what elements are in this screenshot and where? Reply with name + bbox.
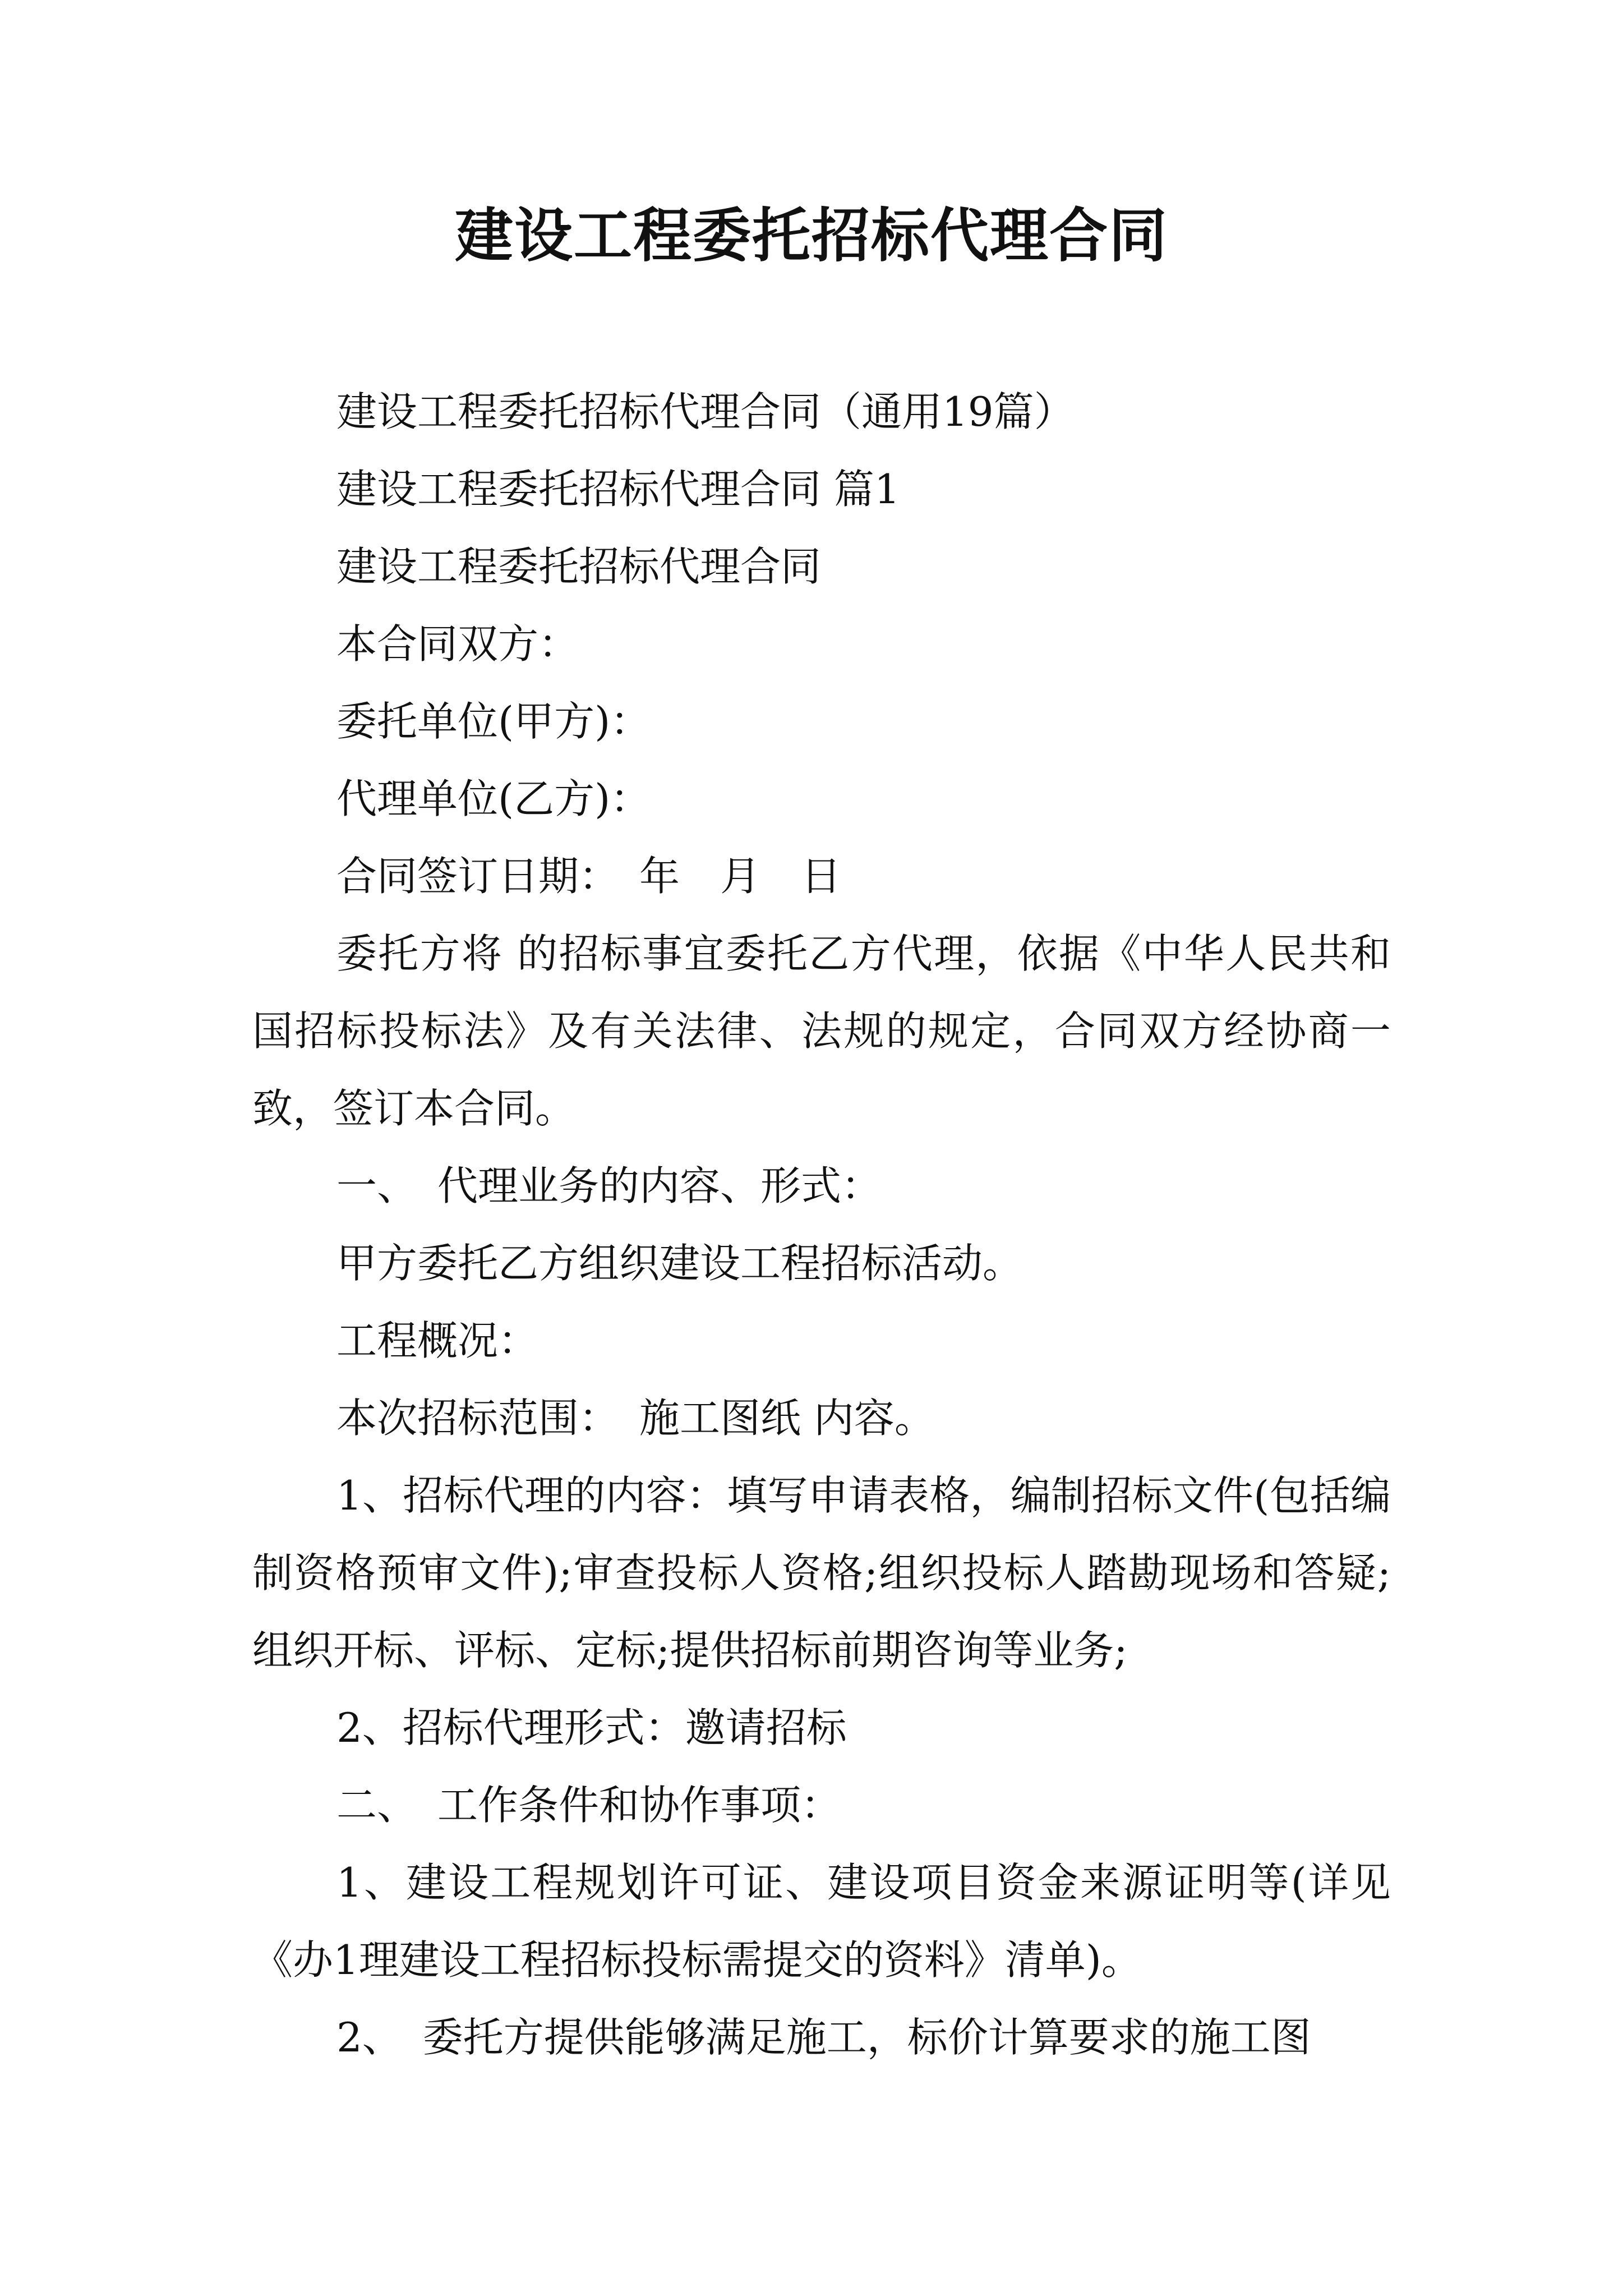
paragraph-sign-date: 合同签订日期： 年 月 日 bbox=[336, 853, 842, 900]
paragraph-section-1-heading: 一、 代理业务的内容、形式： bbox=[336, 1162, 882, 1209]
paragraph-item-1-content: 1、招标代理的内容：填写申请表格，编制招标文件(包括编制资格预审文件);审查投标人资格;组织投标人踏勘现场和答疑;组织开标、评标、定标;提供招标前期咨询等业务; bbox=[252, 1472, 1391, 1674]
paragraph-party-b: 代理单位(乙方)： bbox=[336, 775, 651, 822]
paragraph-contract-name: 建设工程委托招标代理合同 bbox=[336, 543, 822, 590]
paragraph-party-a: 委托单位(甲方)： bbox=[336, 698, 651, 745]
paragraph-parties-label: 本合同双方： bbox=[336, 620, 579, 668]
paragraph-part-heading: 建设工程委托招标代理合同 篇1 bbox=[336, 466, 900, 513]
paragraph-section-2-item-1: 1、建设工程规划许可证、建设项目资金来源证明等(详见《办1理建设工程招标投标需提交的资料》清单)。 bbox=[252, 1859, 1391, 1984]
paragraph-section-1-text: 甲方委托乙方组织建设工程招标活动。 bbox=[336, 1240, 1023, 1287]
paragraph-collection-title: 建设工程委托招标代理合同（通用19篇） bbox=[336, 388, 1075, 435]
paragraph-preamble: 委托方将 的招标事宜委托乙方代理，依据《中华人民共和国招标投标法》及有关法律、法规的规定，合同双方经协商一致，签订本合同。 bbox=[252, 930, 1391, 1132]
paragraph-item-2-form: 2、招标代理形式：邀请招标 bbox=[336, 1704, 847, 1751]
document-body bbox=[252, 373, 1391, 2076]
paragraph-section-2-item-2: 2、 委托方提供能够满足施工，标价计算要求的施工图 bbox=[336, 2014, 1311, 2061]
paragraph-bid-scope: 本次招标范围： 施工图纸 内容。 bbox=[336, 1395, 935, 1442]
paragraph-section-2-heading: 二、 工作条件和协作事项： bbox=[336, 1782, 842, 1829]
document-title: 建设工程委托招标代理合同 bbox=[454, 201, 1168, 270]
paragraph-project-overview: 工程概况： bbox=[336, 1317, 539, 1364]
